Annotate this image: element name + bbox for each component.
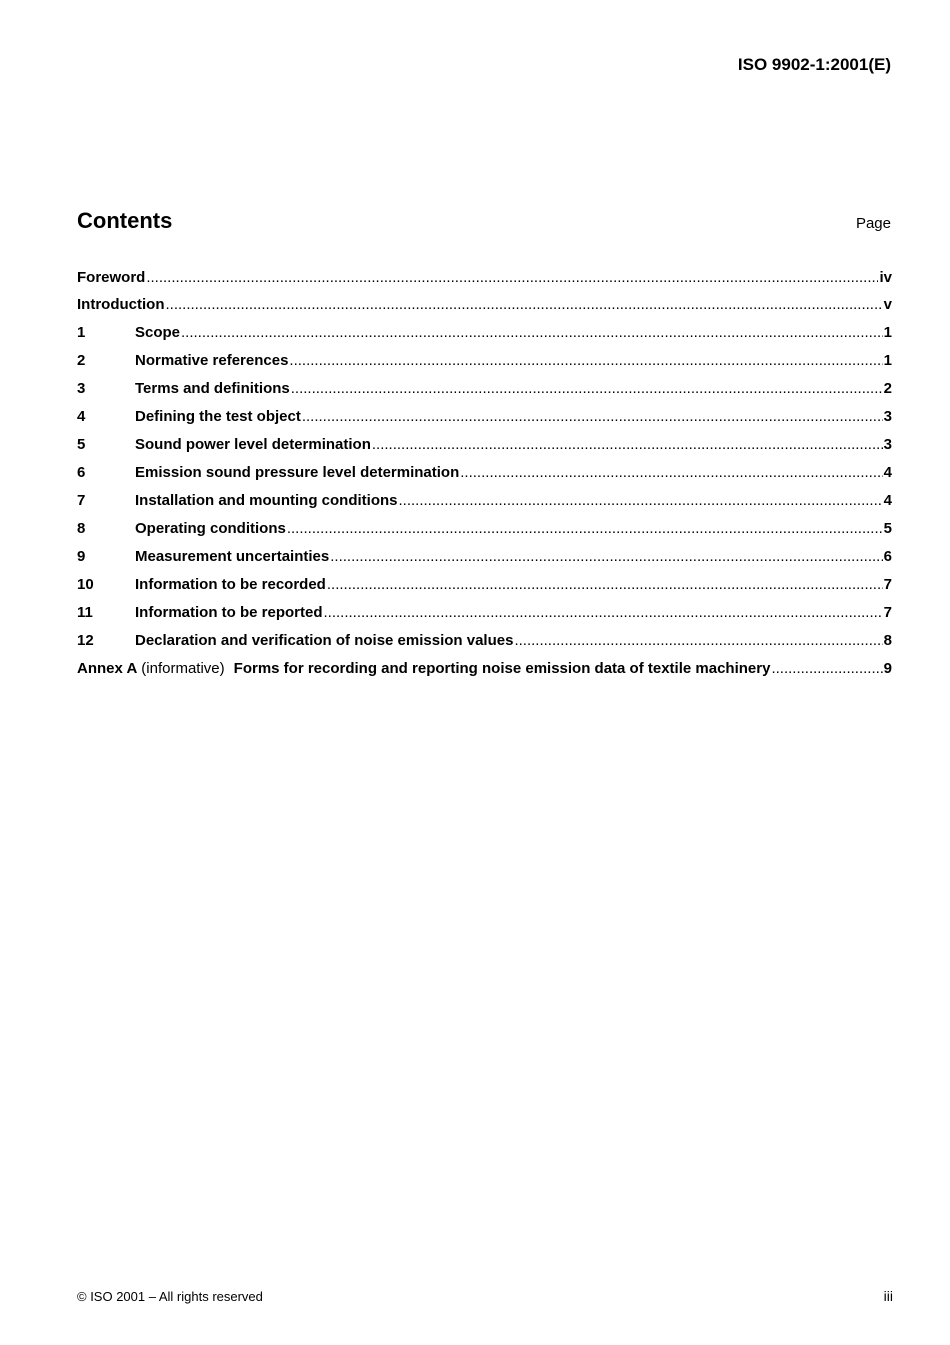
- toc-entry-page: iv: [879, 269, 892, 286]
- toc-entry-number: 11: [77, 604, 93, 621]
- toc-entry-number: 8: [77, 520, 86, 537]
- table-of-contents: [77, 268, 892, 687]
- toc-entry-title: Declaration and verification of noise emission values: [135, 632, 514, 649]
- toc-leader-dots: [372, 435, 883, 455]
- footer-copyright: © ISO 2001 – All rights reserved: [77, 1289, 263, 1304]
- toc-entry-page: 1: [883, 324, 892, 341]
- toc-leader-dots: [146, 268, 878, 288]
- toc-entry-number: 2: [77, 352, 86, 369]
- toc-leader-dots: [771, 659, 882, 679]
- toc-entry-title: Measurement uncertainties: [135, 548, 330, 565]
- toc-entry-title: Foreword: [77, 269, 146, 286]
- page-column-label: Page: [855, 215, 891, 232]
- toc-entry-page: 2: [883, 380, 892, 397]
- toc-entry-page: 3: [883, 436, 892, 453]
- toc-leader-dots: [460, 463, 882, 483]
- toc-leader-dots: [324, 603, 883, 623]
- toc-entry-10[interactable]: [77, 575, 892, 603]
- toc-entry-title: Normative references: [135, 352, 289, 369]
- annex-kind: (informative): [141, 660, 225, 677]
- footer-page-number: iii: [883, 1288, 893, 1304]
- toc-entry-title: Terms and definitions: [135, 380, 290, 397]
- toc-entry-11[interactable]: [77, 603, 892, 631]
- toc-entry-number: 10: [77, 576, 94, 593]
- toc-entry-annex-a[interactable]: [77, 659, 892, 687]
- toc-entry-page: 3: [883, 408, 892, 425]
- toc-entry-title: Scope: [135, 324, 181, 341]
- toc-entry-number: 1: [77, 324, 86, 341]
- toc-leader-dots: [302, 407, 883, 427]
- toc-entry-title: Information to be recorded: [135, 576, 326, 593]
- toc-entry-title: Installation and mounting conditions: [135, 492, 398, 509]
- toc-entry-number: 5: [77, 436, 86, 453]
- annex-label: Annex A: [77, 660, 138, 677]
- toc-entry-5[interactable]: [77, 435, 892, 463]
- contents-heading: Contents: [77, 208, 173, 233]
- toc-entry-3[interactable]: [77, 379, 892, 407]
- toc-entry-title: Defining the test object: [135, 408, 301, 425]
- toc-entry-7[interactable]: [77, 491, 892, 519]
- toc-entry-title: Forms for recording and reporting noise emission data of textile machinery: [233, 660, 771, 677]
- toc-entry-introduction[interactable]: [77, 295, 892, 323]
- toc-leader-dots: [291, 379, 883, 399]
- toc-leader-dots: [289, 351, 882, 371]
- toc-leader-dots: [330, 547, 882, 567]
- toc-entry-title: Information to be reported: [135, 604, 323, 621]
- toc-leader-dots: [181, 323, 883, 343]
- document-id: ISO 9902-1:2001(E): [737, 55, 891, 74]
- toc-leader-dots: [399, 491, 883, 511]
- toc-entry-page: v: [883, 296, 892, 313]
- toc-entry-8[interactable]: [77, 519, 892, 547]
- toc-entry-page: 7: [883, 576, 892, 593]
- toc-entry-title: Emission sound pressure level determination: [135, 464, 460, 481]
- toc-entry-page: 5: [883, 520, 892, 537]
- toc-entry-page: 4: [883, 464, 892, 481]
- toc-entry-page: 9: [883, 660, 892, 677]
- toc-entry-1[interactable]: [77, 323, 892, 351]
- toc-entry-9[interactable]: [77, 547, 892, 575]
- toc-entry-4[interactable]: [77, 407, 892, 435]
- toc-leader-dots: [327, 575, 883, 595]
- toc-entry-6[interactable]: [77, 463, 892, 491]
- toc-entry-page: 7: [883, 604, 892, 621]
- toc-entry-title: Sound power level determination: [135, 436, 371, 453]
- toc-entry-page: 4: [883, 492, 892, 509]
- toc-entry-2[interactable]: [77, 351, 892, 379]
- toc-entry-title: Operating conditions: [135, 520, 286, 537]
- toc-entry-number: 12: [77, 632, 94, 649]
- toc-entry-number: 9: [77, 548, 86, 565]
- toc-entry-page: 8: [883, 632, 892, 649]
- toc-entry-number: 7: [77, 492, 86, 509]
- toc-entry-12[interactable]: [77, 631, 892, 659]
- toc-leader-dots: [165, 295, 882, 315]
- toc-entry-number: 3: [77, 380, 86, 397]
- toc-leader-dots: [287, 519, 883, 539]
- toc-entry-title: Introduction: [77, 296, 165, 313]
- toc-entry-page: 1: [883, 352, 892, 369]
- toc-entry-number: 4: [77, 408, 86, 425]
- toc-entry-number: 6: [77, 464, 86, 481]
- toc-entry-foreword[interactable]: [77, 268, 892, 295]
- toc-entry-page: 6: [883, 548, 892, 565]
- toc-leader-dots: [514, 631, 882, 651]
